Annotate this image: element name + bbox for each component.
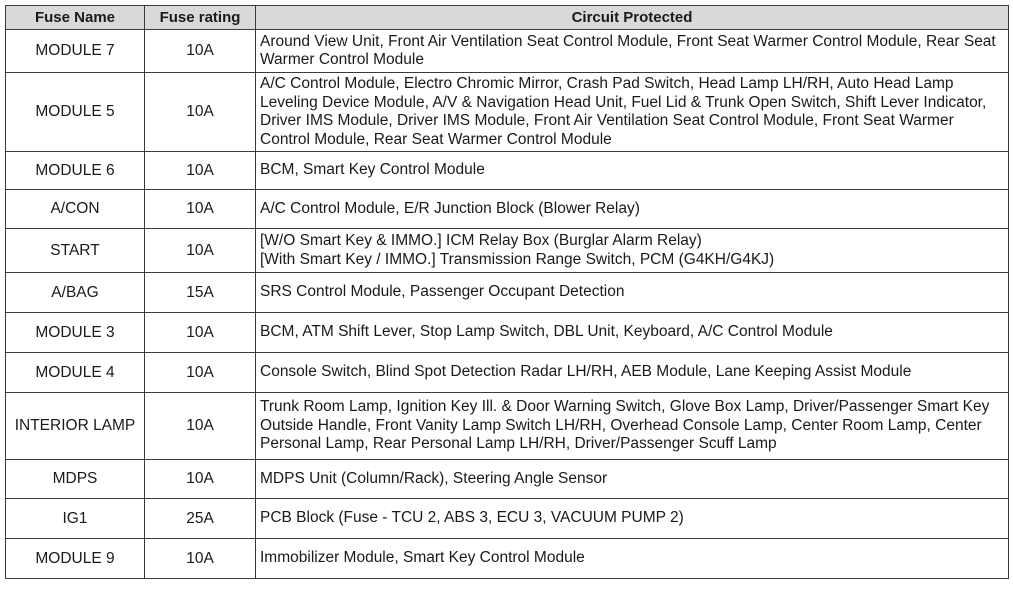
header-row: [6, 6, 1009, 30]
table-row: [6, 30, 1009, 73]
fuse-rating-cell: 10A: [145, 30, 256, 73]
circuit-cell: [256, 393, 1009, 460]
fuse-name-cell: IG1: [6, 499, 145, 539]
fuse-name-cell: MODULE 9: [6, 539, 145, 579]
table-row: [6, 152, 1009, 190]
table-row: [6, 229, 1009, 273]
table-body: [6, 30, 1009, 579]
circuit-cell: [256, 353, 1009, 393]
table-row: [6, 313, 1009, 353]
fuse-name-cell: MDPS: [6, 460, 145, 499]
table-row: [6, 539, 1009, 579]
circuit-line: Trunk Room Lamp, Ignition Key Ill. & Door Warning Switch, Glove Box Lamp, Driver/Passenger Smart Key Outside Handle, Front Vanity Lamp Switch LH/RH, Overhead Console Lamp, Center Room Lamp, Center Personal Lamp, Rear Personal Lamp LH/RH, Driver/Passenger Scuff Lamp: [260, 398, 990, 453]
circuit-cell: [256, 190, 1009, 229]
circuit-line: PCB Block (Fuse - TCU 2, ABS 3, ECU 3, VACUUM PUMP 2): [260, 509, 684, 527]
circuit-line: SRS Control Module, Passenger Occupant Detection: [260, 283, 625, 301]
table-row: [6, 499, 1009, 539]
header-circuit-protected: Circuit Protected: [256, 6, 1009, 30]
fuse-table: [5, 5, 1009, 579]
fuse-rating-cell: 15A: [145, 273, 256, 313]
fuse-name-cell: MODULE 7: [6, 30, 145, 73]
header-fuse-name: Fuse Name: [6, 6, 145, 30]
table-row: [6, 273, 1009, 313]
circuit-line: Immobilizer Module, Smart Key Control Module: [260, 549, 585, 567]
fuse-rating-cell: 10A: [145, 353, 256, 393]
circuit-cell: [256, 460, 1009, 499]
circuit-line: A/C Control Module, E/R Junction Block (Blower Relay): [260, 199, 640, 217]
fuse-name-cell: A/CON: [6, 190, 145, 229]
table-row: [6, 190, 1009, 229]
table-row: [6, 73, 1009, 152]
table-row: [6, 393, 1009, 460]
fuse-rating-cell: 10A: [145, 73, 256, 152]
circuit-line: BCM, ATM Shift Lever, Stop Lamp Switch, DBL Unit, Keyboard, A/C Control Module: [260, 323, 833, 341]
header-fuse-rating: Fuse rating: [145, 6, 256, 30]
fuse-name-cell: START: [6, 229, 145, 273]
fuse-rating-cell: 10A: [145, 460, 256, 499]
circuit-line: [W/O Smart Key & IMMO.] ICM Relay Box (Burglar Alarm Relay): [260, 232, 702, 249]
circuit-cell: [256, 73, 1009, 152]
circuit-line: BCM, Smart Key Control Module: [260, 161, 485, 179]
fuse-name-cell: MODULE 3: [6, 313, 145, 353]
circuit-cell: [256, 499, 1009, 539]
table-header: [6, 6, 1009, 30]
table-row: [6, 460, 1009, 499]
fuse-name-cell: MODULE 4: [6, 353, 145, 393]
circuit-line: MDPS Unit (Column/Rack), Steering Angle Sensor: [260, 469, 608, 487]
circuit-cell: [256, 539, 1009, 579]
circuit-line: Around View Unit, Front Air Ventilation Seat Control Module, Front Seat Warmer Control Module, Rear Seat Warmer Control Module: [260, 32, 996, 68]
circuit-cell: [256, 30, 1009, 73]
fuse-name-cell: INTERIOR LAMP: [6, 393, 145, 460]
circuit-cell: [256, 273, 1009, 313]
fuse-name-cell: MODULE 5: [6, 73, 145, 152]
circuit-line: Console Switch, Blind Spot Detection Radar LH/RH, AEB Module, Lane Keeping Assist Module: [260, 363, 912, 381]
fuse-rating-cell: 10A: [145, 313, 256, 353]
circuit-cell: [256, 229, 1009, 273]
fuse-rating-cell: 10A: [145, 152, 256, 190]
table-row: [6, 353, 1009, 393]
circuit-line: [With Smart Key / IMMO.] Transmission Range Switch, PCM (G4KH/G4KJ): [260, 250, 775, 268]
fuse-rating-cell: 10A: [145, 190, 256, 229]
circuit-line: A/C Control Module, Electro Chromic Mirror, Crash Pad Switch, Head Lamp LH/RH, Auto Head Lamp Leveling Device Module, A/V & Navigation Head Unit, Fuel Lid & Trunk Open Switch, Shift Lever Indicator, Driver IMS Module, Driver IMS Module, Front Air Ventilation Seat Control Module, Front Seat Warmer Control Module, Rear Seat Warmer Control Module: [260, 75, 987, 148]
fuse-rating-cell: 10A: [145, 539, 256, 579]
fuse-rating-cell: 10A: [145, 229, 256, 273]
fuse-name-cell: A/BAG: [6, 273, 145, 313]
circuit-cell: [256, 313, 1009, 353]
fuse-rating-cell: 10A: [145, 393, 256, 460]
circuit-cell: [256, 152, 1009, 190]
fuse-rating-cell: 25A: [145, 499, 256, 539]
fuse-name-cell: MODULE 6: [6, 152, 145, 190]
